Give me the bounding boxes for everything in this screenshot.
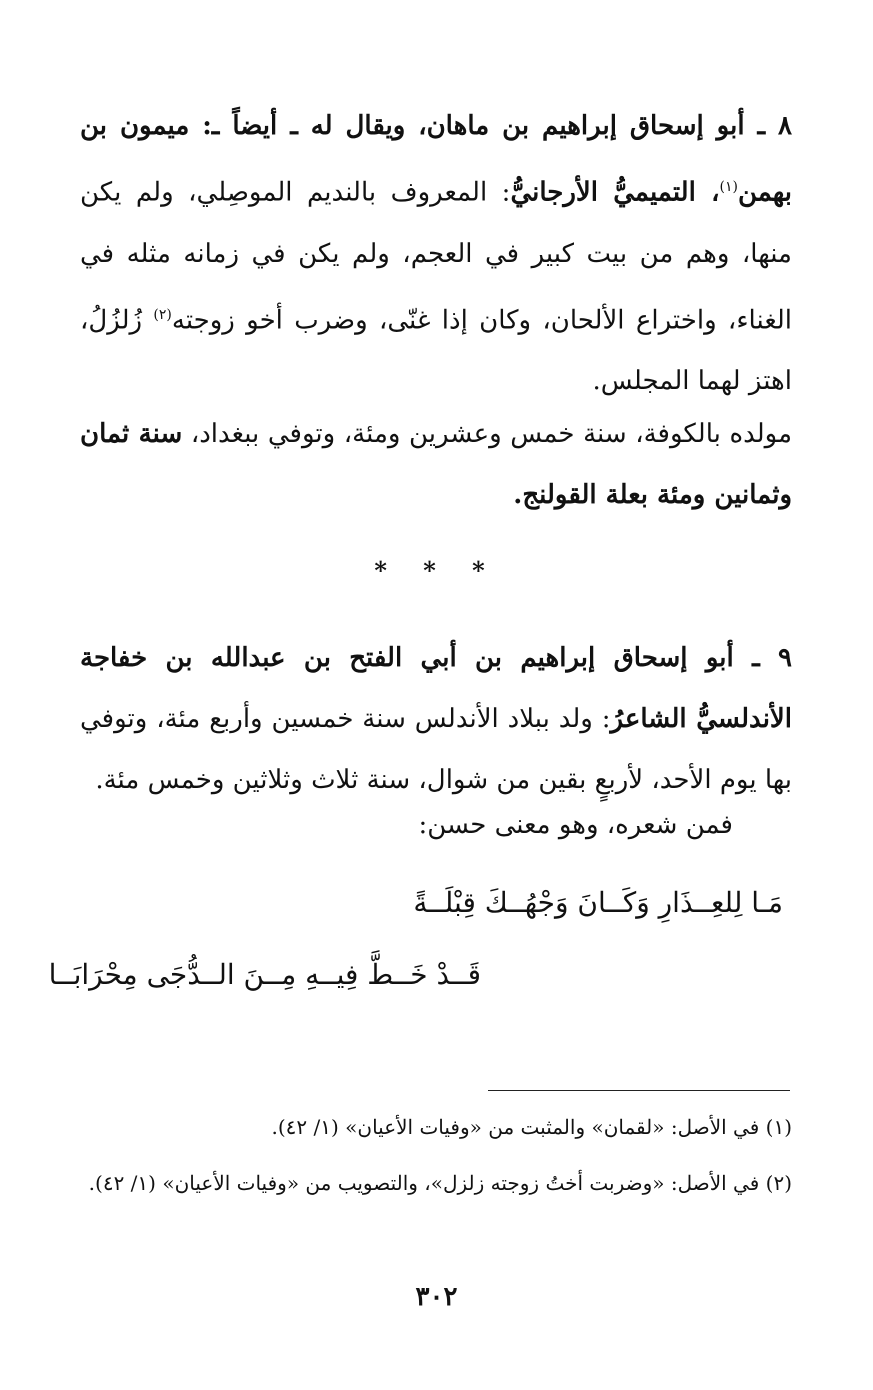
entry-9-heading: ٩ ـ أبو إسحاق إبراهيم بن أبي الفتح بن عبدالله بن خفاجة الأندلسيُّ الشاعرُ — [80, 643, 792, 734]
poem-intro: فمن شعره، وهو معنى حسن: — [418, 810, 733, 840]
entry-8-birth-death — [80, 404, 792, 526]
entry-8-heading: ٨ ـ أبو إسحاق إبراهيم بن ماهان، ويقال له ـ أيضاً ـ: ميمون بن بهمن — [80, 111, 793, 208]
footnote-divider — [488, 1090, 790, 1091]
page-number: ٣٠٢ — [415, 1282, 458, 1312]
footnote-2 — [80, 1164, 792, 1202]
footnote-2-text: في الأصل: «وضربت أختُ زوجته زلزل»، والتصويب من «وفيات الأعيان» (١/ ٤٢). — [88, 1171, 760, 1195]
entry-8-death-text: سنة ثمان وثمانين ومئة بعلة القولنج. — [80, 419, 792, 510]
footnote-ref-1: (١) — [719, 179, 738, 195]
entry-8-nisba: ، التميميُّ الأرجانيُّ — [510, 177, 720, 208]
entry-8-paragraph — [80, 96, 792, 412]
entry-9-paragraph — [80, 628, 792, 811]
footnote-2-number: (٢) — [765, 1171, 792, 1195]
poem-verse-1: مَـا لِلعِــذَارِ وَكَــانَ وَجْهُــكَ قِبْلَــةً — [413, 886, 783, 919]
footnote-1-number: (١) — [765, 1115, 792, 1139]
entry-8-text-end: زُلزُلُ، اهتز لهما المجلس. — [80, 305, 792, 397]
entry-8-text: : المعروف بالنديم الموصِلي، ولم يكن منها، وهم من بيت كبير في العجم، ولم يكن في زمانه مثله في الغناء، واختراع الألحان، وكان إذا غنّى، وضرب أخو زوجته — [80, 177, 793, 336]
section-separator: * * * — [374, 556, 499, 585]
entry-9-text: : ولد ببلاد الأندلس سنة خمسين وأربع مئة، وتوفي بها يوم الأحد، لأربعٍ بقين من شوال، سنة ثلاث وثلاثين وخمس مئة. — [80, 704, 792, 795]
footnote-1-text: في الأصل: «لقمان» والمثبت من «وفيات الأعيان» (١/ ٤٢). — [271, 1115, 760, 1139]
footnote-ref-2: (٢) — [153, 306, 172, 323]
footnote-1 — [80, 1108, 792, 1146]
poem-verse-2: قَــدْ خَــطَّ فِيــهِ مِــنَ الــدُّجَى مِحْرَابَــا — [48, 958, 481, 991]
entry-8-birth-text: مولده بالكوفة، سنة خمس وعشرين ومئة، وتوفي ببغداد، — [182, 419, 792, 449]
